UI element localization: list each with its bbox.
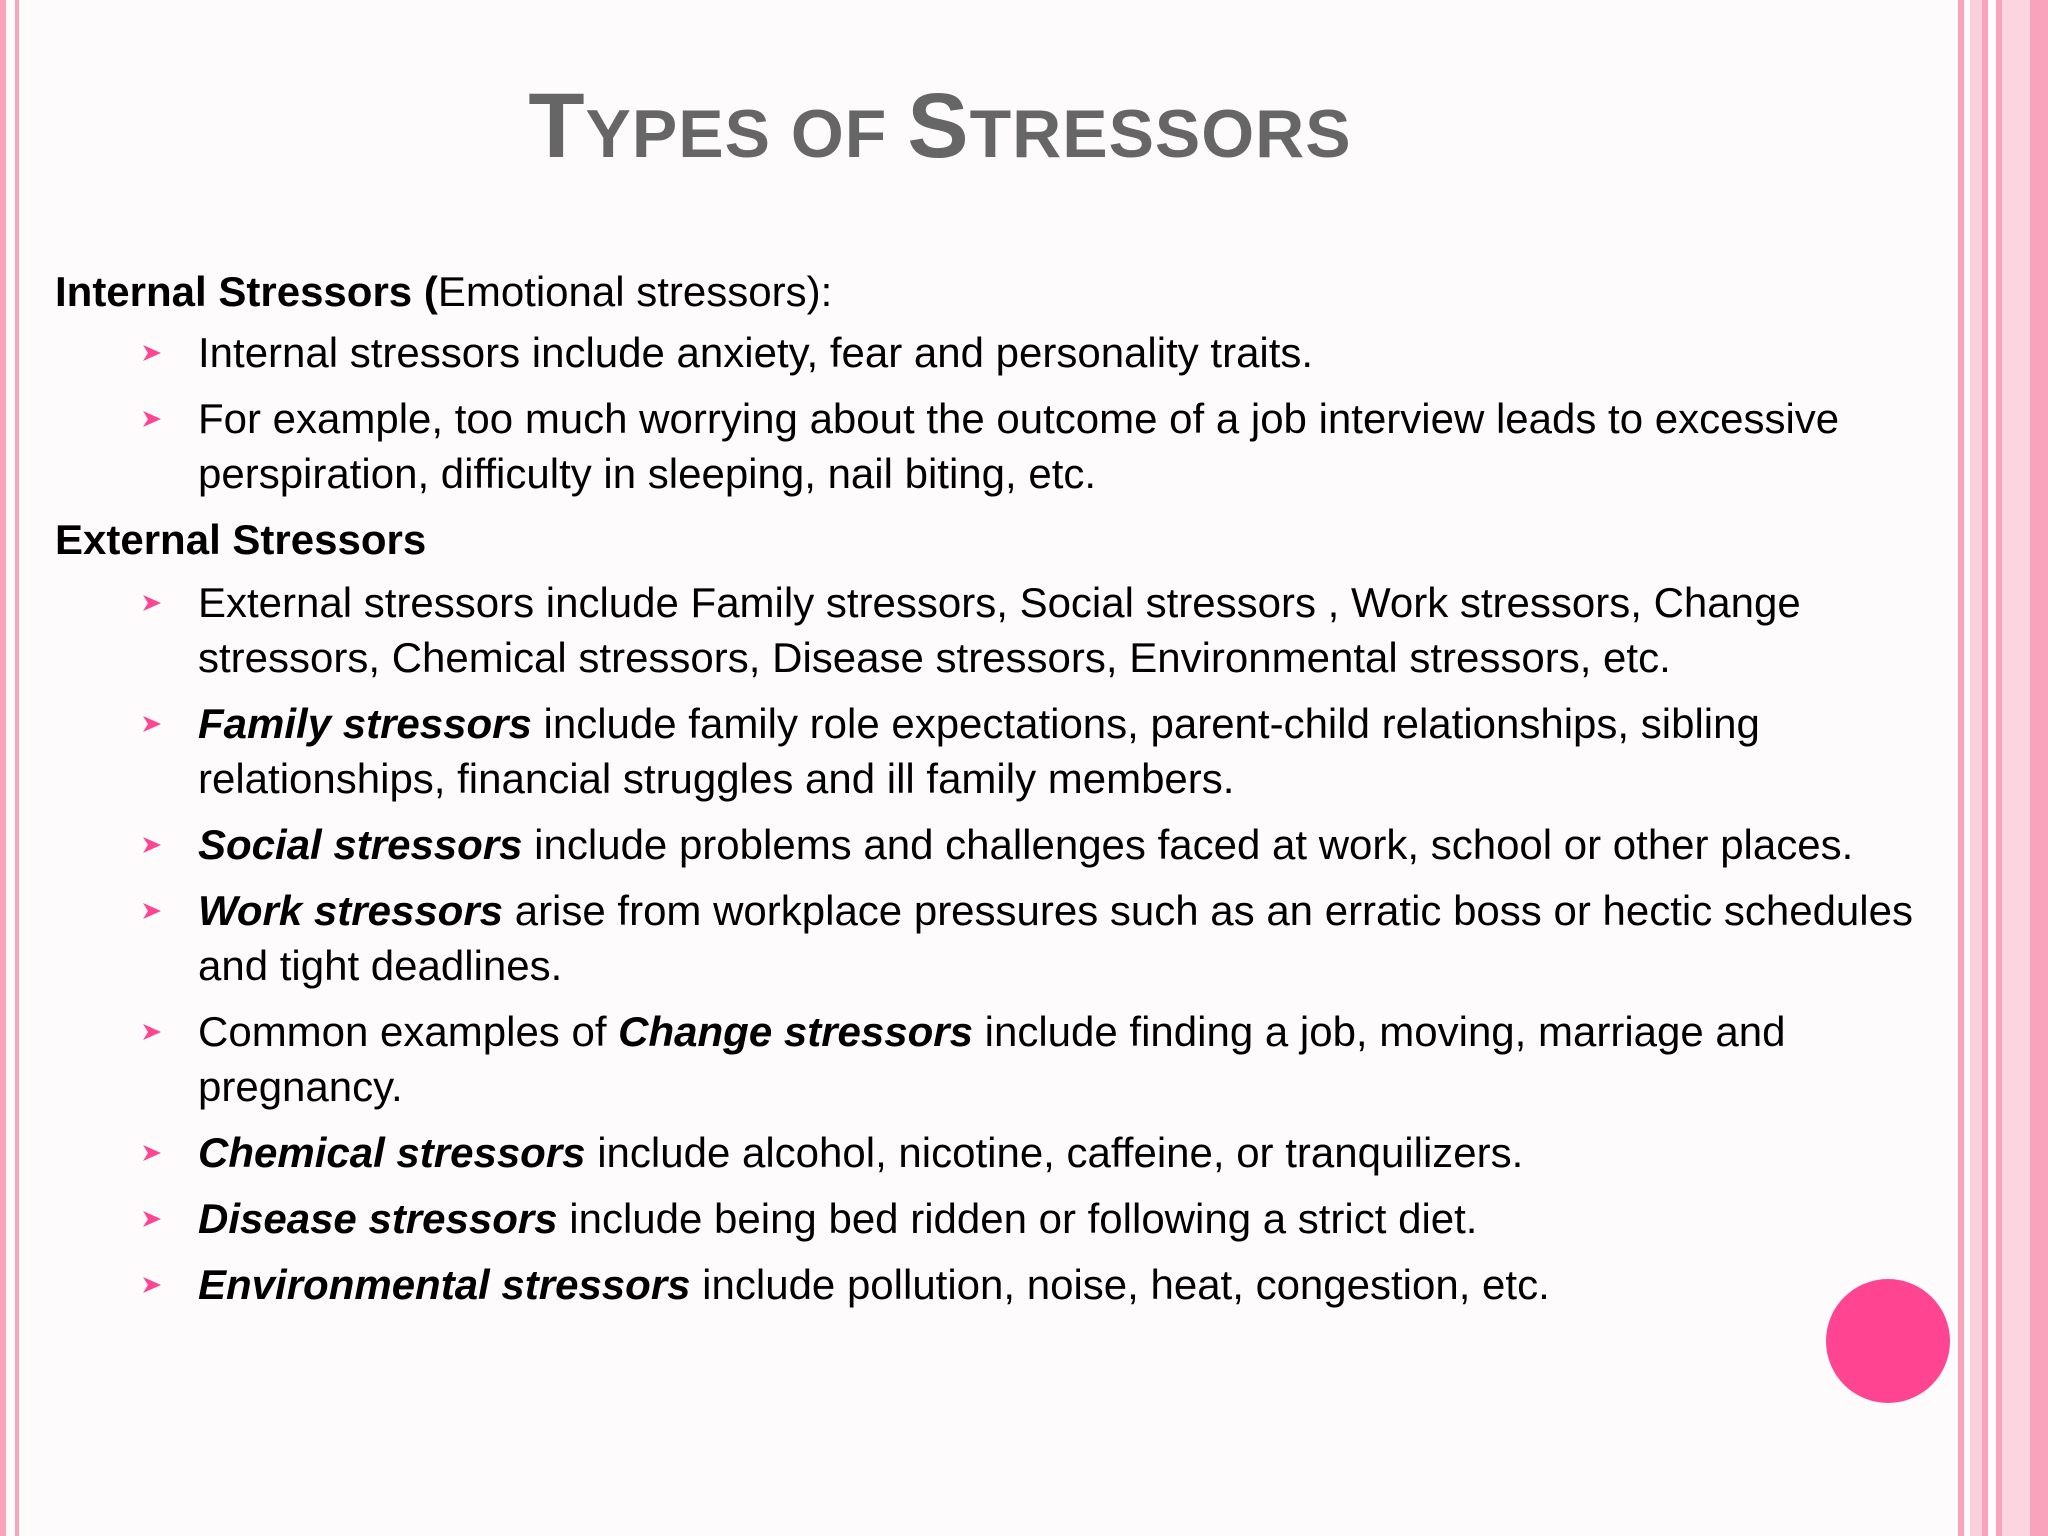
list-item bbox=[55, 575, 1935, 685]
bullet-text: arise from workplace pressures such as an erratic boss or hectic schedules and tight deadlines. bbox=[198, 887, 1913, 989]
right-border-edge bbox=[2030, 0, 2048, 1536]
arrow-bullet-icon bbox=[141, 575, 163, 630]
bullet-text: include family role expectations, parent-child relationships, sibling relationships, financial struggles and ill family members. bbox=[198, 700, 1760, 802]
title-initial: T bbox=[528, 75, 586, 177]
title-smallcaps: TRESSORS bbox=[969, 96, 1352, 172]
list-item bbox=[55, 696, 1935, 806]
right-border-band bbox=[2002, 0, 2030, 1536]
term-disease-stressors: Disease stressors bbox=[198, 1195, 558, 1242]
list-item bbox=[55, 883, 1935, 993]
arrow-bullet-icon bbox=[141, 1125, 163, 1180]
external-stressors-heading bbox=[55, 512, 1935, 567]
left-border-stripe-inner bbox=[15, 0, 19, 1536]
list-item bbox=[55, 1191, 1935, 1246]
bullet-text: External stressors include Family stressors, Social stressors , Work stressors, Change stressors, Chemical stressors, Disease stressors, Environmental stressors, etc. bbox=[198, 579, 1801, 681]
title-smallcaps: YPES OF bbox=[585, 96, 908, 172]
list-item bbox=[55, 817, 1935, 872]
term-change-stressors: Change stressors bbox=[618, 1008, 973, 1055]
arrow-bullet-icon bbox=[141, 391, 163, 446]
slide-title bbox=[0, 74, 1880, 179]
arrow-bullet-icon bbox=[141, 1004, 163, 1059]
arrow-bullet-icon bbox=[141, 1257, 163, 1312]
bullet-text: include being bed ridden or following a strict diet. bbox=[557, 1195, 1478, 1242]
bullet-text: include finding a job, moving, marriage and pregnancy. bbox=[198, 1008, 1786, 1110]
arrow-bullet-icon bbox=[141, 325, 163, 380]
bullet-text: Internal stressors include anxiety, fear and personality traits. bbox=[198, 329, 1314, 376]
right-border-stripe bbox=[1982, 0, 1988, 1536]
list-item bbox=[55, 1125, 1935, 1180]
term-work-stressors: Work stressors bbox=[198, 887, 504, 934]
arrow-bullet-icon bbox=[141, 817, 163, 872]
bullet-text: include pollution, noise, heat, congestion, etc. bbox=[690, 1261, 1550, 1308]
bullet-text: include alcohol, nicotine, caffeine, or tranquilizers. bbox=[585, 1129, 1524, 1176]
list-item bbox=[55, 1257, 1935, 1312]
term-environmental-stressors: Environmental stressors bbox=[198, 1261, 691, 1308]
bullet-text: Common examples of bbox=[198, 1008, 619, 1055]
list-item bbox=[55, 1004, 1935, 1114]
term-family-stressors: Family stressors bbox=[198, 700, 532, 747]
bullet-text: include problems and challenges faced at work, school or other places. bbox=[522, 821, 1854, 868]
title-initial: S bbox=[907, 75, 970, 177]
left-border-stripe bbox=[0, 0, 6, 1536]
arrow-bullet-icon bbox=[141, 883, 163, 938]
term-chemical-stressors: Chemical stressors bbox=[198, 1129, 586, 1176]
slide-body bbox=[55, 264, 1935, 1323]
right-border-stripe bbox=[1958, 0, 1964, 1536]
heading-bold: External Stressors bbox=[55, 516, 427, 563]
list-item bbox=[55, 325, 1935, 380]
right-border-band bbox=[1970, 0, 1982, 1536]
arrow-bullet-icon bbox=[141, 1191, 163, 1246]
list-item bbox=[55, 391, 1935, 501]
bullet-text: For example, too much worrying about the outcome of a job interview leads to excessive perspiration, difficulty in sleeping, nail biting, etc. bbox=[198, 395, 1840, 497]
heading-bold: Internal Stressors ( bbox=[55, 268, 438, 315]
heading-paren: Emotional stressors): bbox=[437, 268, 833, 315]
term-social-stressors: Social stressors bbox=[198, 821, 523, 868]
external-bullet-list bbox=[55, 575, 1935, 1312]
internal-stressors-heading bbox=[55, 264, 1935, 319]
arrow-bullet-icon bbox=[141, 696, 163, 751]
internal-bullet-list bbox=[55, 325, 1935, 501]
